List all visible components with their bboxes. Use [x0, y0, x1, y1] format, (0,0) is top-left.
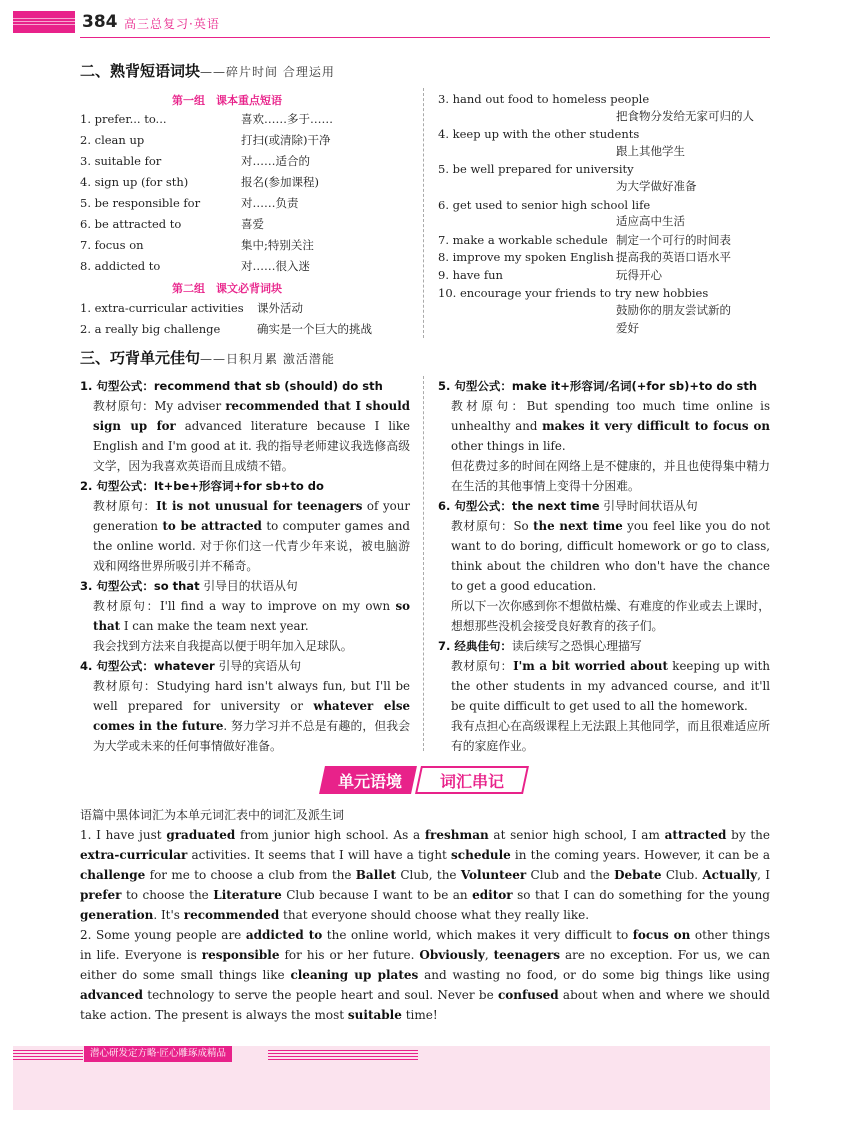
- section2-title: [80, 60, 335, 81]
- group2-title: 第二组 课文必背词块: [172, 282, 282, 295]
- phrase-translation: 跟上其他学生: [616, 144, 685, 158]
- section-banner: [322, 766, 528, 794]
- vocab-passage-2: 2. Some young people are addicted to the online world, which makes it very difficult to focus on other things in life. Everyone is responsible for his or her future. Obviously, teenagers are no exception. For us, we can either do some small things like cleaning up plates and wasting no food, or do some big things like using advanced technology to serve the people heart and soul. Never be confused about when and where we should take action. The present is always the most suitable time!: [80, 928, 771, 1022]
- sentence-block: 5. 句型公式：make it+形容词/名词(+for sb)+to do sth 教材原句：But spending too much time online is unhealthy and makes it very difficult to focus on other things in life. 但花费过多的时间在网络上是不健康的，并且也使得集中精力在生活的其他事情上变得十分困难。 6. 句型公式：the next time 引导时间状语从句 教材原句：So the next time you feel like you do not want to do boring, difficult homework or go to class, think about the children who don't have the chance to get a good education. 所以下一次你感到你不想做枯燥、有难度的作业或去上课时，想想那些没机会接受良好教育的孩子们。 7. 经典佳句：读后续写之恐惧心理描写 教材原句：I'm a bit worried about keeping up with the other students in my advanced course, and it'll be quite difficult to get used to all the homework. 我有点担心在高级课程上无法跟上其他同学，而且很难适应所有的家庭作业。: [438, 379, 770, 753]
- group1-title: 第一组 课本重点短语: [172, 94, 282, 107]
- section2-subtitle: ——碎片时间 合理运用: [200, 65, 335, 79]
- section3-title-text: 三、巧背单元佳句: [80, 349, 201, 367]
- footer-label: 潜心研发定方略·匠心雕琢成精品: [84, 1046, 232, 1062]
- section2-title-text: 二、熟背短语词块: [80, 62, 201, 80]
- phrase-translation: 爱好: [616, 321, 639, 335]
- footer-decor-lines: [268, 1050, 418, 1060]
- column-divider: [423, 88, 424, 338]
- running-title: 高三总复习·英语: [124, 17, 220, 31]
- banner-right: 词汇串记: [439, 772, 504, 791]
- vocab-intro: 语篇中黑体词汇为本单元词汇表中的词汇及派生词: [80, 808, 345, 822]
- banner-left: 单元语境: [337, 772, 402, 791]
- phrase-translation: 适应高中生活: [616, 214, 685, 228]
- header-decor-lines: [13, 18, 75, 26]
- phrase-translation: 鼓励你的朋友尝试新的: [616, 303, 731, 317]
- section3-subtitle: ——日积月累 激活潜能: [200, 352, 335, 366]
- phrase-translation: 把食物分发给无家可归的人: [616, 109, 754, 123]
- header-rule: [80, 37, 770, 38]
- vocab-passage-1: 1. I have just graduated from junior high school. As a freshman at senior high school, I am attracted by the extra-curricular activities. It seems that I will have a tight schedule in the coming years. However, it can be a challenge for me to choose a club from the Ballet Club, the Volunteer Club and the Debate Club. Actually, I prefer to choose the Literature Club because I want to be an editor so that I can do something for the young generation. It's recommended that everyone should choose what they really like.: [80, 828, 771, 922]
- section3-title: [80, 347, 335, 368]
- phrase-translation: 为大学做好准备: [616, 179, 697, 193]
- footer-decor-lines: [13, 1050, 83, 1060]
- sentence-block: 1. 句型公式：recommend that sb (should) do sth 教材原句：My adviser recommended that I should sign up for advanced literature because I like English and I'm good at it. 我的指导老师建议我选修高级文学，因为我喜欢英语而且成绩不错。 2. 句型公式：It+be+形容词+for sb+to do 教材原句：It is not unusual for teenagers of your generation to be attracted to computer games and the online world. 对于你们这一代青少年来说，被电脑游戏和网络世界所吸引并不稀奇。 3. 句型公式：so that 引导目的状语从句 教材原句：I'll find a way to improve on my own so that I can make the team next year. 我会找到方法来自我提高以便于明年加入足球队。 4. 句型公式：whatever 引导的宾语从句 教材原句：Studying hard isn't always fun, but I'll be well prepared for university or whatever else comes in the future. 努力学习并不总是有趣的，但我会为大学或未来的任何事情做好准备。: [80, 379, 410, 753]
- page-number: 384: [82, 12, 118, 32]
- column-divider: [423, 376, 424, 751]
